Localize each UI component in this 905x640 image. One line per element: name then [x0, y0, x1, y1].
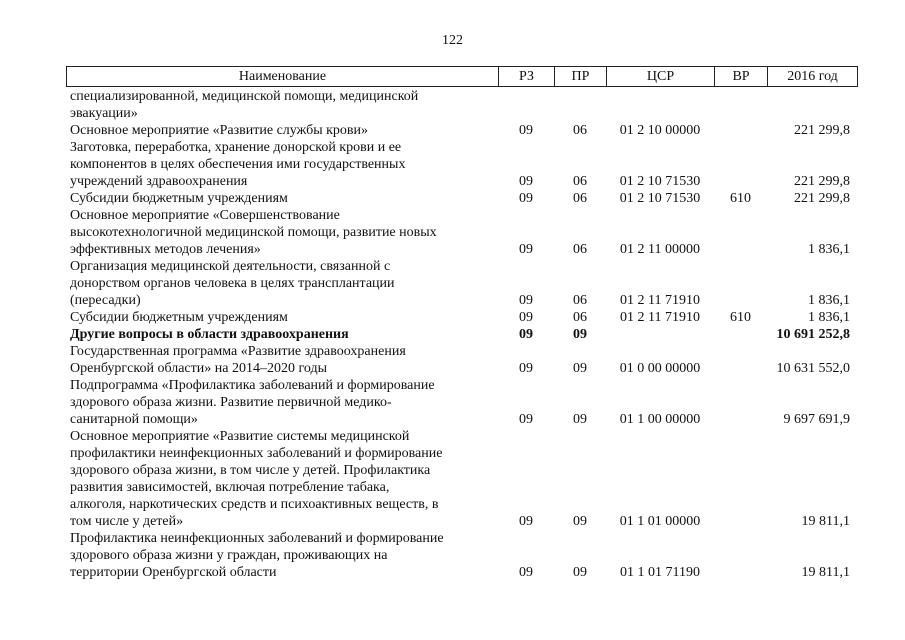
table-row: [66, 139, 858, 190]
row-name: Субсидии бюджетным учреждениям: [70, 310, 288, 325]
row-amount: 10 691 252,8: [776, 327, 850, 342]
row-pr: 06: [573, 191, 587, 206]
row-pr: 06: [573, 123, 587, 138]
table-row: [66, 88, 858, 122]
row-name: Государственная программа «Развитие здравоохранения Оренбургской области» на 2014–2020 годы: [70, 344, 406, 376]
table-row: [66, 309, 858, 326]
row-rz: 09: [519, 361, 533, 376]
row-amount: 19 811,1: [801, 565, 850, 580]
row-pr: 09: [573, 412, 587, 427]
row-amount: 10 631 552,0: [776, 361, 850, 376]
row-name: Профилактика неинфекционных заболеваний и формирование здорового образа жизни у граждан, проживающих на территории Оренбургской области: [70, 531, 444, 580]
row-rz: 09: [519, 174, 533, 189]
row-name: Подпрограмма «Профилактика заболеваний и формирование здорового образа жизни. Развитие первичной медико- санитарной помощи»: [70, 378, 435, 427]
row-name: Основное мероприятие «Развитие системы медицинской профилактики неинфекционных заболеваний и формирование здорового образа жизни, в том числе у детей. Профилактика развития зависимостей, включая потребление табака, алкоголя, наркотических средств и психоактивных веществ, в том числе у детей»: [70, 429, 443, 529]
row-name: Субсидии бюджетным учреждениям: [70, 191, 288, 206]
row-rz: 09: [519, 310, 533, 325]
row-pr: 09: [573, 565, 587, 580]
table-row: [66, 190, 858, 207]
row-csr: 01 1 01 00000: [619, 514, 701, 529]
row-name: Основное мероприятие «Совершенствование высокотехнологичной медицинской помощи, развитие новых эффективных методов лечения»: [70, 208, 437, 257]
header-name: Наименование: [67, 67, 499, 86]
row-rz: 09: [519, 293, 533, 308]
table-row: [66, 428, 858, 530]
row-pr: 06: [573, 293, 587, 308]
row-csr: 01 1 01 71190: [620, 565, 700, 580]
row-pr: 09: [573, 514, 587, 529]
row-amount: 19 811,1: [801, 514, 850, 529]
row-csr: 01 2 10 71530: [619, 174, 701, 189]
row-amount: 1 836,1: [808, 310, 850, 325]
row-pr: 06: [573, 310, 587, 325]
header-rz: РЗ: [499, 67, 555, 86]
table-row: [66, 122, 858, 139]
row-amount: 1 836,1: [808, 242, 850, 257]
table-row: [66, 343, 858, 377]
row-pr: 06: [573, 174, 587, 189]
row-rz: 09: [519, 123, 533, 138]
row-csr: 01 1 00 00000: [619, 412, 701, 427]
row-amount: 9 697 691,9: [783, 412, 850, 427]
row-rz: 09: [519, 242, 533, 257]
header-vr: ВР: [715, 67, 768, 86]
row-vr: 610: [730, 310, 751, 325]
table-header: [66, 66, 858, 87]
row-pr: 06: [573, 242, 587, 257]
row-pr: 09: [573, 361, 587, 376]
row-rz: 09: [519, 327, 533, 342]
row-csr: 01 2 11 00000: [620, 242, 700, 257]
page-number: 122: [442, 33, 463, 48]
table-body: [66, 88, 858, 581]
row-amount: 221 299,8: [794, 174, 850, 189]
row-rz: 09: [519, 191, 533, 206]
row-name: Другие вопросы в области здравоохранения: [70, 327, 349, 342]
header-pr: ПР: [555, 67, 607, 86]
table-row: [66, 530, 858, 581]
row-name: Заготовка, переработка, хранение донорской крови и ее компонентов в целях обеспечения ими государственных учреждений здравоохранения: [70, 140, 406, 189]
row-name: Организация медицинской деятельности, связанной с донорством органов человека в целях трансплантации (пересадки): [70, 259, 395, 308]
table-row: [66, 258, 858, 309]
header-year: 2016 год: [787, 69, 838, 84]
row-csr: 01 2 10 71530: [619, 191, 701, 206]
row-csr: 01 2 10 00000: [619, 123, 701, 138]
row-amount: 221 299,8: [794, 123, 850, 138]
table-row: [66, 377, 858, 428]
row-amount: 221 299,8: [794, 191, 850, 206]
table-row: [66, 326, 858, 343]
row-csr: 01 2 11 71910: [620, 310, 700, 325]
row-amount: 1 836,1: [808, 293, 850, 308]
table-row: [66, 207, 858, 258]
row-name: Основное мероприятие «Развитие службы крови»: [70, 123, 369, 138]
row-pr: 09: [573, 327, 587, 342]
row-csr: 01 2 11 71910: [620, 293, 700, 308]
header-csr: ЦСР: [607, 67, 715, 86]
row-vr: 610: [730, 191, 751, 206]
row-rz: 09: [519, 412, 533, 427]
row-rz: 09: [519, 514, 533, 529]
row-name: специализированной, медицинской помощи, медицинской эвакуации»: [70, 89, 419, 121]
row-csr: 01 0 00 00000: [619, 361, 701, 376]
row-rz: 09: [519, 565, 533, 580]
